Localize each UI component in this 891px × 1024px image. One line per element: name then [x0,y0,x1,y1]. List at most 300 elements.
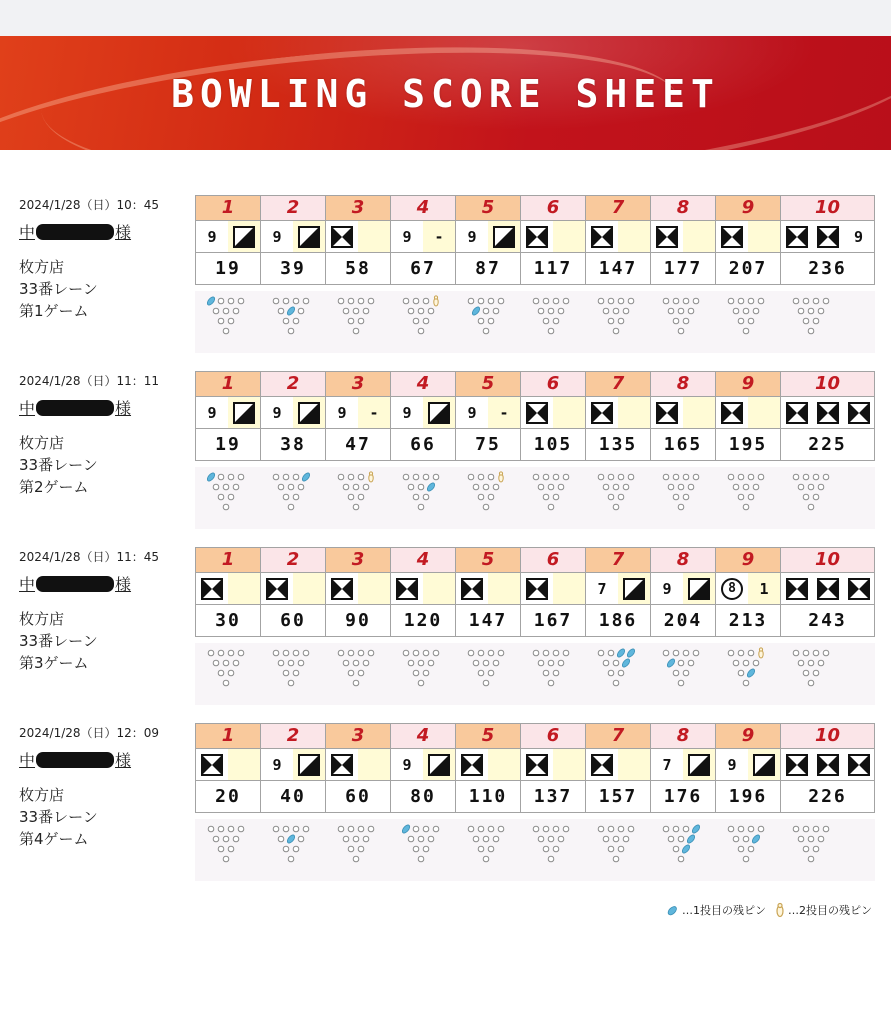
pin-6-first-leave [621,658,631,669]
pin-4 [343,660,349,666]
pin-2 [283,670,289,676]
pin-6 [363,660,369,666]
frame-pin-leave [325,291,390,353]
pin-7 [273,298,279,304]
pin-8 [608,474,614,480]
frame-total: 196 [715,781,780,813]
pin-diagram [792,647,834,691]
frame-number: 8 [650,371,715,397]
frame-number: 3 [325,371,390,397]
frame-number: 7 [585,723,650,749]
frame-rolls [585,397,650,429]
roll-cell [812,221,843,252]
pin-5 [353,484,359,490]
pin-1 [743,680,749,686]
pin-9 [553,474,559,480]
pin-9 [748,474,754,480]
player-name-suffix: 様 [115,575,132,594]
pin-8 [478,474,484,480]
pin-6 [818,660,824,666]
pin-7 [533,474,539,480]
pin-7 [468,474,474,480]
pin-6 [298,836,304,842]
pin-9 [488,298,494,304]
pin-1 [418,328,424,334]
frame-rolls [520,573,585,605]
pin-9-first-leave [616,648,626,659]
frame-total: 60 [260,605,325,637]
pin-1 [288,328,294,334]
roll-count: 7 [597,579,607,598]
frame-total: 176 [650,781,715,813]
pin-diagram [727,471,769,515]
pin-5 [743,484,749,490]
pin-6 [233,836,239,842]
frame-rolls [325,749,390,781]
frame-pin-leave [520,819,585,881]
pin-1 [678,504,684,510]
roll-count: 1 [759,579,769,598]
pin-1 [288,680,294,686]
pin-9 [358,826,364,832]
pin-2 [413,318,419,324]
pin-diagram [467,647,509,691]
pin-2 [803,318,809,324]
pin-8 [218,474,224,480]
strike-mark [461,754,483,776]
pin-4 [798,308,804,314]
spare-mark [233,226,255,248]
roll-cell [456,397,488,428]
pin-1 [483,856,489,862]
roll-count: 9 [272,227,282,246]
pin-3 [293,494,299,500]
pin-1 [483,504,489,510]
first-leave-pin-icon [666,903,680,917]
frame-pin-leave [325,643,390,705]
pin-10 [628,474,634,480]
pin-5 [223,660,229,666]
frame-rolls [520,221,585,253]
pin-2 [738,494,744,500]
player-name[interactable] [19,220,131,243]
roll-count: 9 [467,403,477,422]
split-mark: 8 [721,578,743,600]
frame-rolls [195,397,260,429]
pin-5 [548,308,554,314]
player-name[interactable] [19,748,131,771]
pin-1 [548,328,554,334]
pin-5 [743,660,749,666]
pin-8 [478,298,484,304]
frame-pin-leave [390,467,455,529]
second-leave-pin-icon [774,902,786,918]
pin-8 [543,298,549,304]
pin-10 [628,826,634,832]
pin-6 [233,660,239,666]
pin-9 [358,474,364,480]
roll-cell [456,221,488,252]
roll-cell [553,573,585,604]
pin-5 [288,660,294,666]
frame-number: 8 [650,547,715,573]
pin-3 [618,846,624,852]
pin-6 [688,484,694,490]
pin-3 [423,670,429,676]
pin-diagram [597,295,639,339]
pin-9 [748,826,754,832]
pin-10 [238,650,244,656]
roll-cell [293,397,325,428]
pin-2 [348,318,354,324]
pin-2 [738,846,744,852]
roll-cell [326,573,358,604]
pin-1 [353,504,359,510]
pin-4 [408,484,414,490]
pin-4 [668,484,674,490]
frame-total: 80 [390,781,455,813]
frame-total: 117 [520,253,585,285]
pin-4 [668,836,674,842]
roll-cell [521,221,553,252]
pin-7 [728,650,734,656]
frame-pin-leave [715,467,780,529]
pin-6 [558,484,564,490]
pin-10 [823,650,829,656]
pin-1 [418,504,424,510]
pin-diagram [337,295,379,339]
pin-2 [738,318,744,324]
pin-8 [738,650,744,656]
frame-pin-leave [650,643,715,705]
frame-total: 47 [325,429,390,461]
frame-number: 1 [195,547,260,573]
pin-3 [813,846,819,852]
pin-diagram [272,823,314,867]
pin-10 [563,474,569,480]
pin-diagram [402,647,444,691]
pin-1 [808,328,814,334]
roll-cell [553,749,585,780]
roll-cell [716,573,748,604]
pin-9 [683,650,689,656]
pin-4 [473,660,479,666]
pin-6 [428,308,434,314]
pin-4 [798,836,804,842]
pin-diagram [792,823,834,867]
pin-9 [423,826,429,832]
rolls-row [195,749,875,781]
pin-5 [353,308,359,314]
pin-5 [223,308,229,314]
redaction [36,224,114,240]
frame-total: 19 [195,429,260,461]
roll-cell [521,573,553,604]
frame-total: 90 [325,605,390,637]
pin-8 [673,826,679,832]
top-bar [0,0,891,36]
pin-5 [548,660,554,666]
pin-9 [748,650,754,656]
pin-1 [353,856,359,862]
pin-6 [558,308,564,314]
pin-2 [738,670,744,676]
frame-number: 2 [260,195,325,221]
pin-7 [663,650,669,656]
pin-4 [538,836,544,842]
frame-header-row [195,195,875,221]
pin-diagram [467,295,509,339]
pin-9 [488,650,494,656]
strike-mark [721,402,743,424]
strike-mark [786,402,808,424]
pin-2 [803,670,809,676]
frame-total: 236 [780,253,875,285]
pin-3 [748,494,754,500]
pin-diagram [662,295,704,339]
strike-mark [591,402,613,424]
pin-3 [748,846,754,852]
pin-diagram [467,823,509,867]
store-name: 枚方店 [19,610,65,628]
pin-3 [358,494,364,500]
pin-8 [608,826,614,832]
frame-total: 147 [585,253,650,285]
pin-1 [678,856,684,862]
frame-number: 5 [455,723,520,749]
pin-6 [818,484,824,490]
frame-total: 226 [780,781,875,813]
pin-2 [218,494,224,500]
pin-4 [278,308,284,314]
roll-count: 9 [207,403,217,422]
pin-diagram [662,647,704,691]
strike-mark [526,754,548,776]
pin-10 [368,826,374,832]
pin-1 [288,856,294,862]
pin-7 [338,650,344,656]
pin-9 [358,298,364,304]
pin-3 [358,670,364,676]
pin-1 [808,680,814,686]
pin-leave-row [195,467,875,529]
roll-cell [716,749,748,780]
roll-cell [423,749,455,780]
store-name: 枚方店 [19,786,65,804]
frame-number: 4 [390,195,455,221]
pin-4 [538,308,544,314]
roll-count: 9 [402,403,412,422]
frame-pin-leave [195,643,260,705]
pin-9 [293,650,299,656]
pin-10 [758,298,764,304]
roll-cell [812,573,843,604]
player-name[interactable] [19,572,131,595]
spare-mark [688,754,710,776]
pin-7 [468,298,474,304]
frame-total: 207 [715,253,780,285]
pin-3 [618,670,624,676]
player-name[interactable] [19,396,131,419]
frame-pin-leave [585,291,650,353]
pin-8 [348,650,354,656]
frame-pin-leave [455,467,520,529]
frame-total: 19 [195,253,260,285]
pin-2 [608,318,614,324]
frame-total: 195 [715,429,780,461]
pin-4 [278,484,284,490]
frame-total: 135 [585,429,650,461]
frame-total: 67 [390,253,455,285]
spare-mark [493,226,515,248]
spare-mark [428,754,450,776]
frame-pin-leave [520,643,585,705]
frame-number: 4 [390,547,455,573]
player-name-prefix: 中 [19,399,36,418]
pin-6 [688,308,694,314]
frame-total: 120 [390,605,455,637]
pin-7-first-leave [207,296,216,307]
pin-7 [663,474,669,480]
pin-7 [728,826,734,832]
pin-9 [358,650,364,656]
totals-row [195,429,875,461]
roll-cell [618,221,650,252]
frame-number: 9 [715,723,780,749]
pin-4 [733,660,739,666]
frame-total: 40 [260,781,325,813]
pin-8 [543,826,549,832]
frame-pin-leave [715,291,780,353]
frame-total: 186 [585,605,650,637]
frame-number: 4 [390,371,455,397]
frame-number: 6 [520,195,585,221]
roll-cell [812,749,843,780]
pin-10 [628,298,634,304]
pin-8 [218,650,224,656]
pin-8 [283,826,289,832]
frame-total: 177 [650,253,715,285]
lane-number: 33番レーン [19,808,98,826]
frame-pin-leave [585,643,650,705]
pin-7 [468,826,474,832]
pin-2 [348,494,354,500]
pin-5 [678,308,684,314]
roll-cell [683,749,715,780]
frame-number: 2 [260,547,325,573]
pin-7 [403,650,409,656]
frame-rolls [325,221,390,253]
pin-3-first-leave [681,844,691,855]
pin-2 [608,494,614,500]
roll-cell [261,221,293,252]
pin-4 [733,836,739,842]
pin-5-first-leave [286,306,296,317]
pin-8 [283,298,289,304]
player-name-suffix: 様 [115,751,132,770]
frame-rolls [780,573,875,605]
pin-7 [208,826,214,832]
pin-8 [803,826,809,832]
pin-leave-row [195,819,875,881]
pin-10 [303,650,309,656]
roll-cell [618,749,650,780]
pin-2 [803,846,809,852]
pin-10 [303,298,309,304]
roll-cell [326,221,358,252]
frame-total: 225 [780,429,875,461]
pin-7 [533,298,539,304]
frame-total: 213 [715,605,780,637]
pin-9 [488,826,494,832]
pin-4 [343,308,349,314]
roll-cell [716,397,748,428]
frame-total: 20 [195,781,260,813]
pin-1 [223,328,229,334]
frame-number: 2 [260,723,325,749]
pin-8 [478,826,484,832]
pin-3 [683,318,689,324]
pin-6 [623,308,629,314]
player-name-prefix: 中 [19,223,36,242]
totals-row [195,253,875,285]
pin-10 [433,650,439,656]
frame-header-row [195,723,875,749]
pin-1 [613,680,619,686]
roll-count: 9 [207,227,217,246]
player-name-prefix: 中 [19,575,36,594]
pin-7 [663,826,669,832]
strike-mark [817,754,839,776]
frame-total: 167 [520,605,585,637]
pin-8 [608,650,614,656]
frame-number: 2 [260,371,325,397]
pin-9 [293,298,299,304]
pin-4 [408,836,414,842]
pin-diagram [792,295,834,339]
pin-7 [663,298,669,304]
pin-1 [288,504,294,510]
pin-9 [293,826,299,832]
frame-pin-leave [260,643,325,705]
pin-4 [473,836,479,842]
frame-total: 147 [455,605,520,637]
pin-6-first-leave [426,482,436,493]
roll-cell [586,573,618,604]
frame-total: 30 [195,605,260,637]
pin-8 [738,298,744,304]
legend-second-label: …2投目の残ピン [788,904,872,917]
pin-diagram [337,471,379,515]
pin-2 [283,494,289,500]
pin-1 [548,680,554,686]
pin-diagram [207,823,249,867]
pin-8 [283,650,289,656]
pin-9 [683,826,689,832]
pin-3 [813,670,819,676]
pin-1 [223,680,229,686]
pin-2 [348,670,354,676]
pin-3 [293,670,299,676]
pin-1 [483,328,489,334]
roll-cell [683,221,715,252]
strike-mark [656,402,678,424]
pin-3 [423,846,429,852]
strike-mark [848,754,870,776]
frame-number: 3 [325,723,390,749]
pin-10 [758,826,764,832]
rolls-row [195,573,875,605]
